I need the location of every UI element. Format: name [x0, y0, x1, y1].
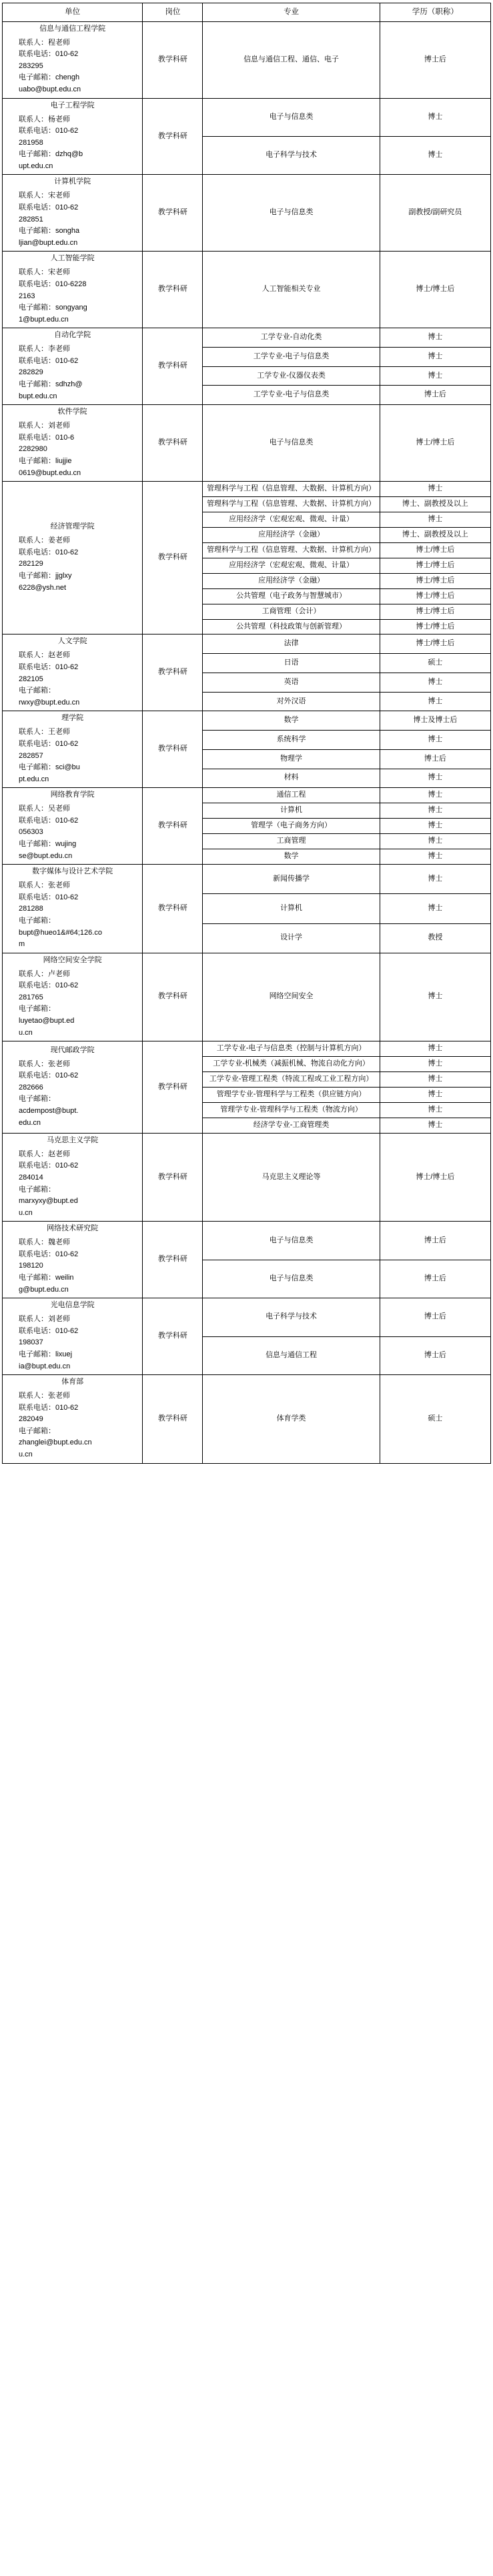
degree-title-cell: 博士 [380, 1072, 490, 1088]
table-row [3, 865, 491, 894]
unit-contact-line: pt.edu.cn [19, 775, 49, 783]
table-row [3, 1222, 491, 1260]
major-cell: 系统科学 [203, 731, 380, 750]
table-row [3, 634, 491, 654]
unit-contact-line: 联系人：宋老师 [19, 191, 70, 200]
post-cell: 教学科研 [143, 1133, 203, 1222]
degree-title-cell: 博士/博士后 [380, 542, 490, 558]
unit-contact-line: 联系人：刘老师 [19, 1315, 70, 1324]
unit-contact-line: 联系电话：010-62 [19, 1162, 79, 1170]
unit-contact-line: 电子邮箱：lixuej [19, 1350, 73, 1358]
post-cell: 教学科研 [143, 175, 203, 252]
major-cell: 经济学专业-工商管理类 [203, 1118, 380, 1133]
unit-contact-line: 282049 [19, 1415, 43, 1424]
header-unit: 单位 [3, 3, 143, 22]
recruitment-table [2, 3, 491, 1464]
unit-name: 网络空间安全学院 [43, 955, 102, 964]
unit-contact-line: ljian@bupt.edu.cn [19, 238, 78, 247]
major-cell: 工学专业-电子与信息类 [203, 386, 380, 405]
major-cell: 马克思主义理论等 [203, 1133, 380, 1222]
unit-name: 人工智能学院 [50, 254, 95, 263]
degree-title-cell: 教授 [380, 923, 490, 953]
post-cell: 教学科研 [143, 1222, 203, 1298]
degree-title-cell: 博士、副教授及以上 [380, 527, 490, 542]
major-cell: 应用经济学（宏观宏观、微观、计量） [203, 558, 380, 573]
unit-contact-line: 0619@bupt.edu.cn [19, 468, 81, 477]
degree-title-cell: 博士 [380, 865, 490, 894]
unit-contact-line: 电子邮箱：dzhq@b [19, 150, 83, 159]
major-cell: 工学专业-自动化类 [203, 328, 380, 348]
degree-title-cell: 博士 [380, 788, 490, 803]
degree-title-cell: 博士/博士后 [380, 604, 490, 619]
unit-cell [3, 1222, 143, 1298]
post-cell: 教学科研 [143, 252, 203, 328]
unit-contact [4, 420, 141, 479]
unit-contact-line: 联系电话：010-62 [19, 739, 79, 748]
unit-contact-line: 281765 [19, 993, 43, 1001]
degree-title-cell: 博士 [380, 1102, 490, 1118]
post-cell: 教学科研 [143, 953, 203, 1041]
degree-title-cell: 博士/博士后 [380, 558, 490, 573]
post-cell: 教学科研 [143, 328, 203, 405]
unit-contact-line: 联系电话：010-62 [19, 1403, 79, 1412]
unit-contact-line: 2282980 [19, 445, 47, 454]
unit-contact-line: bupt.edu.cn [19, 392, 57, 400]
degree-title-cell: 博士 [380, 1088, 490, 1103]
unit-contact-line: 281288 [19, 905, 43, 913]
unit-contact-line: ia@bupt.edu.cn [19, 1362, 71, 1370]
unit-contact-line: 联系人：赵老师 [19, 1150, 70, 1158]
degree-title-cell: 博士 [380, 366, 490, 386]
unit-contact [4, 114, 141, 173]
unit-cell [3, 634, 143, 711]
header-row [3, 3, 491, 22]
major-cell: 工学专业-仪器仪表类 [203, 366, 380, 386]
major-cell: 电子与信息类 [203, 1222, 380, 1260]
degree-title-cell: 博士/博士后 [380, 405, 490, 482]
unit-contact-line: u.cn [19, 1028, 33, 1037]
degree-title-cell: 博士/博士后 [380, 252, 490, 328]
post-cell: 教学科研 [143, 1298, 203, 1375]
post-cell: 教学科研 [143, 98, 203, 175]
major-cell: 工学专业-机械类（减振机械、物流自动化方向） [203, 1057, 380, 1072]
major-cell: 管理学专业-管理科学与工程类（供应链方向） [203, 1088, 380, 1103]
unit-contact-line: 电子邮箱：sdhzh@ [19, 380, 83, 389]
degree-title-cell: 博士 [380, 819, 490, 834]
unit-contact-line: 198037 [19, 1338, 43, 1347]
major-cell: 应用经济学（金融） [203, 527, 380, 542]
unit-cell [3, 1298, 143, 1375]
unit-name: 自动化学院 [54, 331, 91, 340]
unit-contact [4, 803, 141, 862]
major-cell: 信息与通信工程 [203, 1336, 380, 1374]
degree-title-cell: 博士 [380, 692, 490, 711]
unit-contact [4, 267, 141, 326]
unit-contact-line: 联系人：程老师 [19, 38, 70, 47]
unit-contact-line: 电子邮箱： [19, 1185, 55, 1194]
table-row [3, 1133, 491, 1222]
degree-title-cell: 博士后 [380, 749, 490, 769]
major-cell: 信息与通信工程、通信、电子 [203, 21, 380, 98]
unit-name: 马克思主义学院 [47, 1136, 99, 1144]
unit-contact-line: 电子邮箱： [19, 1005, 55, 1013]
unit-contact-line: 联系人：李老师 [19, 345, 70, 354]
unit-contact-line: 电子邮箱：weilin [19, 1274, 74, 1282]
major-cell: 网络空间安全 [203, 953, 380, 1041]
table-body [3, 21, 491, 1463]
unit-cell [3, 711, 143, 788]
unit-contact-line: 联系电话：010-62 [19, 1071, 79, 1080]
table-row [3, 482, 491, 497]
major-cell: 工学专业-电子与信息类（控制与计算机方向） [203, 1041, 380, 1057]
unit-cell [3, 1041, 143, 1134]
major-cell: 工学专业-电子与信息类 [203, 348, 380, 367]
unit-contact-line: 联系人：吴老师 [19, 805, 70, 813]
unit-contact-line: 282851 [19, 215, 43, 224]
unit-contact-line: 电子邮箱：jjglxy [19, 572, 72, 580]
unit-contact-line: 联系电话：010-62 [19, 816, 79, 825]
unit-cell [3, 252, 143, 328]
major-cell: 工学专业-管理工程类（特流工程或工业工程方向） [203, 1072, 380, 1088]
major-cell: 电子与信息类 [203, 175, 380, 252]
major-cell: 管理科学与工程（信息管理、大数据、计算机方向） [203, 482, 380, 497]
unit-contact-line: acdempost@bupt. [19, 1107, 79, 1116]
unit-contact-line: 282105 [19, 675, 43, 683]
major-cell: 电子科学与技术 [203, 137, 380, 175]
unit-contact-line: 电子邮箱： [19, 1095, 55, 1104]
unit-contact-line: 联系电话：010-6228 [19, 280, 87, 288]
unit-cell [3, 865, 143, 953]
degree-title-cell: 硕士 [380, 1375, 490, 1464]
major-cell: 应用经济学（金融） [203, 573, 380, 588]
unit-contact-line: 联系电话：010-62 [19, 1326, 79, 1335]
unit-contact-line: 联系人：卢老师 [19, 969, 70, 978]
major-cell: 电子与信息类 [203, 1260, 380, 1298]
unit-contact-line: 056303 [19, 828, 43, 837]
unit-contact-line: 电子邮箱：songha [19, 227, 80, 236]
header-title: 学历（职称） [380, 3, 490, 22]
unit-contact-line: 电子邮箱：chengh [19, 73, 80, 82]
major-cell: 应用经济学（宏观宏观、微观、计量） [203, 512, 380, 527]
degree-title-cell: 博士 [380, 98, 490, 136]
degree-title-cell: 博士 [380, 1041, 490, 1057]
table-row [3, 252, 491, 328]
major-cell: 管理科学与工程（信息管理、大数据、计算机方向） [203, 542, 380, 558]
unit-cell [3, 328, 143, 405]
unit-contact-line: 282666 [19, 1083, 43, 1092]
header-major: 专业 [203, 3, 380, 22]
degree-title-cell: 博士 [380, 731, 490, 750]
unit-contact [4, 650, 141, 709]
unit-contact-line: 284014 [19, 1173, 43, 1182]
major-cell: 日语 [203, 654, 380, 673]
degree-title-cell: 博士/博士后 [380, 634, 490, 654]
unit-cell [3, 1375, 143, 1464]
degree-title-cell: 博士 [380, 137, 490, 175]
table-row [3, 1298, 491, 1336]
unit-contact-line: 联系人：张老师 [19, 1392, 70, 1400]
unit-contact-line: marxyxy@bupt.ed [19, 1197, 78, 1206]
post-cell: 教学科研 [143, 634, 203, 711]
unit-contact [4, 1149, 141, 1220]
unit-name: 理学院 [61, 714, 84, 723]
unit-name: 网络技术研究院 [47, 1224, 99, 1233]
major-cell: 新闻传播学 [203, 865, 380, 894]
unit-contact-line: 联系电话：010-62 [19, 203, 79, 212]
unit-cell [3, 98, 143, 175]
degree-title-cell: 博士/博士后 [380, 1133, 490, 1222]
major-cell: 对外汉语 [203, 692, 380, 711]
unit-cell [3, 482, 143, 634]
unit-contact-line: 联系电话：010-62 [19, 50, 79, 59]
post-cell: 教学科研 [143, 405, 203, 482]
major-cell: 设计学 [203, 923, 380, 953]
major-cell: 管理科学与工程（信息管理、大数据、计算机方向） [203, 497, 380, 512]
unit-contact-line: zhanglei@bupt.edu.cn [19, 1438, 92, 1447]
unit-contact-line: 联系电话：010-62 [19, 127, 79, 135]
unit-contact-line: 电子邮箱：sci@bu [19, 763, 80, 772]
unit-contact-line: upt.edu.cn [19, 161, 53, 170]
unit-contact-line: 1@bupt.edu.cn [19, 315, 69, 324]
unit-name: 信息与通信工程学院 [39, 24, 106, 33]
degree-title-cell: 博士后 [380, 1336, 490, 1374]
unit-contact-line: 联系电话：010-62 [19, 893, 79, 901]
degree-title-cell: 博士 [380, 1057, 490, 1072]
degree-title-cell: 博士 [380, 328, 490, 348]
degree-title-cell: 博士 [380, 834, 490, 849]
unit-name: 体育部 [61, 1378, 84, 1386]
unit-contact-line: 联系电话：010-62 [19, 663, 79, 672]
degree-title-cell: 博士 [380, 482, 490, 497]
table-row [3, 953, 491, 1041]
unit-contact-line: 2163 [19, 292, 35, 300]
unit-cell [3, 1133, 143, 1222]
unit-contact-line: 联系人：宋老师 [19, 268, 70, 277]
unit-contact-line: 282129 [19, 560, 43, 568]
unit-name: 电子工程学院 [50, 101, 95, 109]
unit-contact-line: 联系人：杨老师 [19, 115, 70, 123]
unit-contact-line: 联系电话：010-62 [19, 1250, 79, 1258]
unit-contact-line: 283295 [19, 61, 43, 70]
post-cell: 教学科研 [143, 1041, 203, 1134]
unit-contact-line: 联系人：王老师 [19, 728, 70, 737]
major-cell: 人工智能相关专业 [203, 252, 380, 328]
unit-contact-line: 电子邮箱：songyang [19, 304, 87, 312]
unit-name: 计算机学院 [54, 177, 91, 186]
unit-contact-line: 联系电话：010-62 [19, 981, 79, 990]
major-cell: 计算机 [203, 803, 380, 819]
major-cell: 材料 [203, 769, 380, 788]
major-cell: 数学 [203, 849, 380, 865]
degree-title-cell: 博士 [380, 894, 490, 923]
unit-contact-line: luyetao@bupt.ed [19, 1017, 75, 1025]
unit-contact-line: 6228@ysh.net [19, 583, 67, 592]
degree-title-cell: 博士 [380, 348, 490, 367]
table-row [3, 405, 491, 482]
major-cell: 工商管理 [203, 834, 380, 849]
unit-contact-line: rwxy@bupt.edu.cn [19, 698, 80, 707]
degree-title-cell: 博士后 [380, 386, 490, 405]
major-cell: 通信工程 [203, 788, 380, 803]
degree-title-cell: 博士后 [380, 1260, 490, 1298]
degree-title-cell: 博士 [380, 1118, 490, 1133]
degree-title-cell: 博士、副教授及以上 [380, 497, 490, 512]
unit-contact [4, 969, 141, 1039]
degree-title-cell: 博士/博士后 [380, 573, 490, 588]
unit-contact-line: se@bupt.edu.cn [19, 851, 73, 860]
unit-name: 软件学院 [57, 408, 87, 416]
unit-contact-line: 282829 [19, 368, 43, 377]
unit-contact [4, 880, 141, 951]
unit-contact-line: 电子邮箱： [19, 687, 55, 695]
unit-contact-line: 联系人：刘老师 [19, 422, 70, 430]
unit-contact [4, 37, 141, 96]
major-cell: 法律 [203, 634, 380, 654]
unit-name: 光电信息学院 [50, 1301, 95, 1310]
unit-name: 经济管理学院 [50, 522, 95, 531]
post-cell: 教学科研 [143, 711, 203, 788]
unit-cell [3, 953, 143, 1041]
unit-contact-line: 联系电话：010-62 [19, 548, 79, 556]
major-cell: 电子科学与技术 [203, 1298, 380, 1336]
unit-contact-line: edu.cn [19, 1118, 41, 1127]
unit-contact-line: 联系电话：010-6 [19, 433, 75, 442]
unit-contact-line: u.cn [19, 1208, 33, 1217]
unit-cell [3, 175, 143, 252]
major-cell: 工商管理（会计） [203, 604, 380, 619]
post-cell: 教学科研 [143, 1375, 203, 1464]
header-post: 岗位 [143, 3, 203, 22]
unit-contact-line: 联系人：张老师 [19, 881, 70, 890]
major-cell: 英语 [203, 673, 380, 692]
unit-contact [4, 1314, 141, 1372]
major-cell: 数学 [203, 711, 380, 731]
degree-title-cell: 硕士 [380, 654, 490, 673]
unit-contact-line: 联系人：魏老师 [19, 1238, 70, 1247]
degree-title-cell: 博士后 [380, 1222, 490, 1260]
unit-contact-line: 联系人：姜老师 [19, 536, 70, 545]
unit-contact-line: 电子邮箱：wujing [19, 840, 77, 849]
degree-title-cell: 博士 [380, 803, 490, 819]
table-row [3, 328, 491, 348]
unit-contact [4, 1059, 141, 1130]
major-cell: 电子与信息类 [203, 405, 380, 482]
unit-contact-line: 电子邮箱：liujjie [19, 456, 72, 465]
table-row [3, 175, 491, 252]
major-cell: 物理学 [203, 749, 380, 769]
unit-cell [3, 405, 143, 482]
degree-title-cell: 博士/博士后 [380, 619, 490, 634]
unit-name: 网络教育学院 [50, 791, 95, 799]
unit-contact-line: 联系人：张老师 [19, 1059, 70, 1068]
post-cell: 教学科研 [143, 21, 203, 98]
degree-title-cell: 副教授/副研究员 [380, 175, 490, 252]
unit-contact-line: m [19, 940, 25, 949]
major-cell: 管理学（电子商务方向） [203, 819, 380, 834]
post-cell: 教学科研 [143, 788, 203, 865]
unit-contact-line: uabo@bupt.edu.cn [19, 85, 81, 93]
unit-cell [3, 21, 143, 98]
degree-title-cell: 博士 [380, 769, 490, 788]
unit-contact [4, 1390, 141, 1461]
unit-name: 数字媒体与设计艺术学院 [32, 867, 113, 876]
degree-title-cell: 博士后 [380, 21, 490, 98]
unit-contact-line: 电子邮箱： [19, 1426, 55, 1435]
unit-contact-line: 282857 [19, 751, 43, 760]
degree-title-cell: 博士 [380, 849, 490, 865]
unit-contact-line: 联系人：赵老师 [19, 651, 70, 660]
degree-title-cell: 博士后 [380, 1298, 490, 1336]
unit-contact [4, 1237, 141, 1296]
unit-cell [3, 788, 143, 865]
unit-contact-line: 198120 [19, 1262, 43, 1270]
unit-contact-line: u.cn [19, 1450, 33, 1459]
degree-title-cell: 博士 [380, 673, 490, 692]
major-cell: 计算机 [203, 894, 380, 923]
unit-name: 人文学院 [57, 637, 87, 646]
degree-title-cell: 博士 [380, 512, 490, 527]
table-row [3, 21, 491, 98]
major-cell: 公共管理（电子政务与智慧城市） [203, 588, 380, 604]
table-row [3, 788, 491, 803]
unit-name: 现代邮政学院 [50, 1045, 95, 1054]
post-cell: 教学科研 [143, 865, 203, 953]
major-cell: 电子与信息类 [203, 98, 380, 136]
major-cell: 管理学专业-管理科学与工程类（物流方向） [203, 1102, 380, 1118]
major-cell: 公共管理（科技政策与创新管理） [203, 619, 380, 634]
table-row [3, 1375, 491, 1464]
unit-contact-line: 联系电话：010-62 [19, 356, 79, 365]
unit-contact-line: 电子邮箱： [19, 916, 55, 925]
degree-title-cell: 博士/博士后 [380, 588, 490, 604]
unit-contact-line: bupt@hueo1&#64;126.co [19, 928, 102, 937]
unit-contact-line: 281958 [19, 138, 43, 147]
table-row [3, 1041, 491, 1057]
unit-contact [4, 190, 141, 249]
unit-contact [4, 727, 141, 785]
table-row [3, 711, 491, 731]
major-cell: 体育学类 [203, 1375, 380, 1464]
table-row [3, 98, 491, 136]
post-cell: 教学科研 [143, 482, 203, 634]
unit-contact-line: g@bupt.edu.cn [19, 1285, 69, 1294]
degree-title-cell: 博士及博士后 [380, 711, 490, 731]
unit-contact [4, 535, 141, 594]
unit-contact [4, 344, 141, 402]
table-header [3, 3, 491, 22]
degree-title-cell: 博士 [380, 953, 490, 1041]
